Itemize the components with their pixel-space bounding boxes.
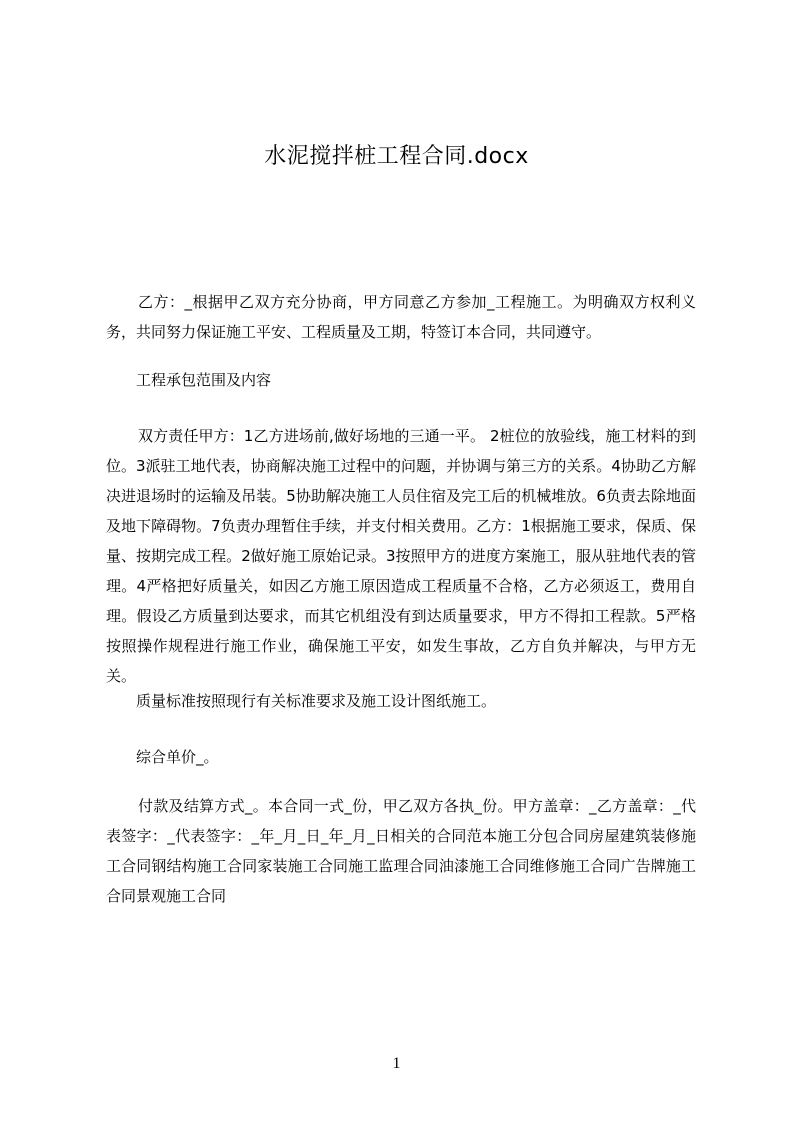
page-number: 1 (392, 1055, 401, 1072)
paragraph-scope-heading: 工程承包范围及内容 (136, 371, 272, 389)
paragraph-preamble: 乙方：_根据甲乙双方充分协商，甲方同意乙方参加_工程施工。为明确双方权利义务，共同努力保证施工平安、工程质量及工期，特签订本合同，共同遵守。 (106, 293, 696, 341)
paragraph-responsibilities: 双方责任甲方：1乙方进场前,做好场地的三通一平。 2桩位的放验线，施工材料的到位。3派驻工地代表，协商解决施工过程中的问题，并协调与第三方的关系。4协助乙方解决进退场时的运输及吊装。5协助解决施工人员住宿及完工后的机械堆放。6负责去除地面及地下障碍物。7负责办理暂住手续，并支付相关费用。乙方：1根据施工要求，保质、保量、按期完成工程。2做好施工原始记录。3按照甲方的进度方案施工，服从驻地代表的管理。4严格把好质量关，如因乙方施工原因造成工程质量不合格，乙方必须返工，费用自理。假设乙方质量到达要求，而其它机组没有到达质量要求，甲方不得扣工程款。5严格按照操作规程进行施工作业，确保施工平安，如发生事故，乙方自负并解决，与甲方无关。 (106, 427, 696, 685)
paragraph-quality-standard: 质量标准按照现行有关标准要求及施工设计图纸施工。 (136, 692, 497, 710)
paragraph-unit-price: 综合单价_。 (136, 748, 219, 766)
document-title: 水泥搅拌桩工程合同.docx (264, 144, 529, 169)
paragraph-payment-settlement: 付款及结算方式_。本合同一式_份，甲乙双方各执_份。甲方盖章：_乙方盖章：_代表签字：_代表签字：_年_月_日_年_月_日相关的合同范本施工分包合同房屋建筑装修施工合同钢结构施工合同家装施工合同施工监理合同油漆施工合同维修施工合同广告牌施工合同景观施工合同 (106, 797, 696, 905)
